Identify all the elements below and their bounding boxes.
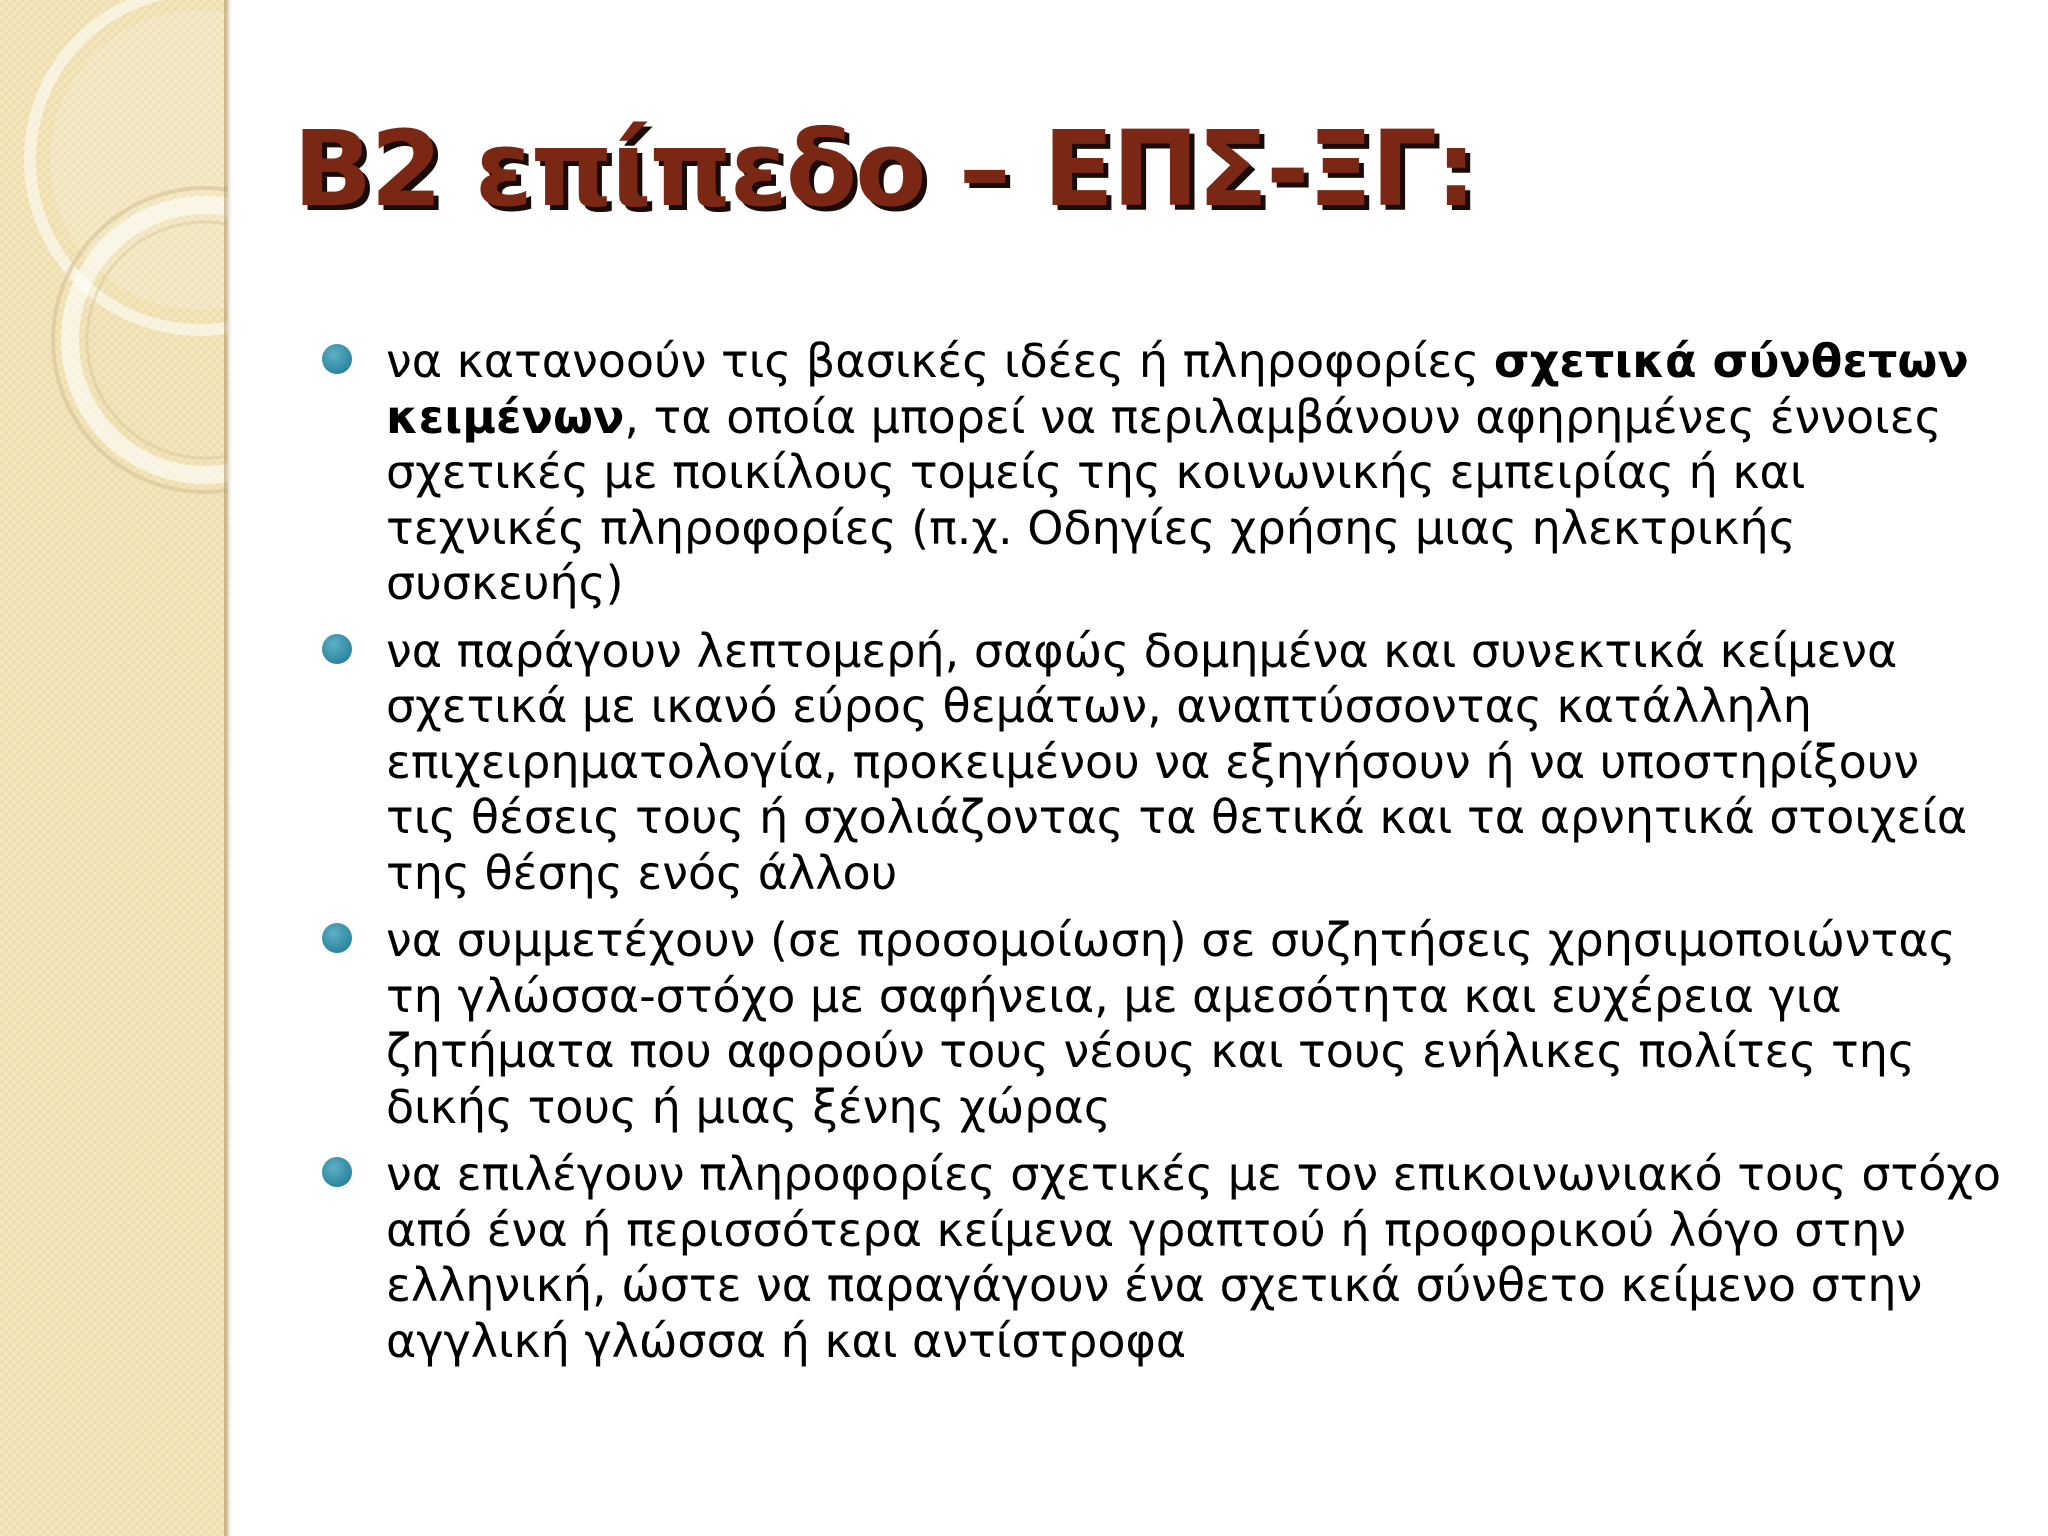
bullet-text — [386, 334, 1969, 610]
bullet-text-part: να επιλέγουν πληροφορίες σχετικές με τον επικοινωνιακό τους στόχο από ένα ή περισσότερα κείμενα γραπτού ή προφορικού λόγο στην ελληνική, ώστε να παραγάγουν ένα σχετικά σύνθετο κείμενο στην αγγλική γλώσσα ή και αντίστροφα — [386, 1147, 2002, 1368]
bullet-dot-icon — [322, 634, 352, 664]
side-panel-shadow — [224, 0, 232, 1536]
bullet-item — [322, 913, 2002, 1135]
bullet-text-part: , τα οποία μπορεί να περιλαμβάνουν αφηρημένες έννοιες σχετικές με ποικίλους τομείς της κοινωνικής εμπειρίας ή και τεχνικές πληροφορίες (π.χ. Οδηγίες χρήσης μιας ηλεκτρικής συσκευής) — [386, 389, 1942, 610]
bullet-list — [322, 334, 2002, 1381]
bullet-dot-icon — [322, 344, 352, 374]
bullet-text — [386, 624, 1967, 900]
bullet-item — [322, 624, 2002, 902]
bullet-item — [322, 334, 2002, 612]
decorative-rings — [0, 0, 228, 560]
bullet-dot-icon — [322, 923, 352, 953]
bullet-text-bold: σχετικά σύνθετων κειμένων — [386, 334, 1969, 444]
slide-title: B2 επίπεδο – ΕΠΣ-ΞΓ: — [293, 108, 1475, 230]
bullet-text-part: να συμμετέχουν (σε προσομοίωση) σε συζητήσεις χρησιμοποιώντας τη γλώσσα-στόχο με σαφήνεια, με αμεσότητα και ευχέρεια για ζητήματα που αφορούν τους νέους και τους ενήλικες πολίτες της δικής τους ή μιας ξένης χώρας — [386, 913, 1956, 1134]
bullet-text-part: να παράγουν λεπτομερή, σαφώς δομημένα και συνεκτικά κείμενα σχετικά με ικανό εύρος θεμάτων, αναπτύσσοντας κατάλληλη επιχειρηματολογία, προκειμένου να εξηγήσουν ή να υποστηρίξουν τις θέσεις τους ή σχολιάζοντας τα θετικά και τα αρνητικά στοιχεία της θέσης ενός άλλου — [386, 623, 1968, 900]
bullet-text — [386, 1147, 2001, 1368]
bullet-text — [386, 913, 1956, 1134]
bullet-dot-icon — [322, 1157, 352, 1187]
bullet-item — [322, 1147, 2002, 1369]
side-decoration-panel — [0, 0, 228, 1536]
bullet-text-part: να κατανοούν τις βασικές ιδέες ή πληροφορίες — [386, 334, 1494, 388]
